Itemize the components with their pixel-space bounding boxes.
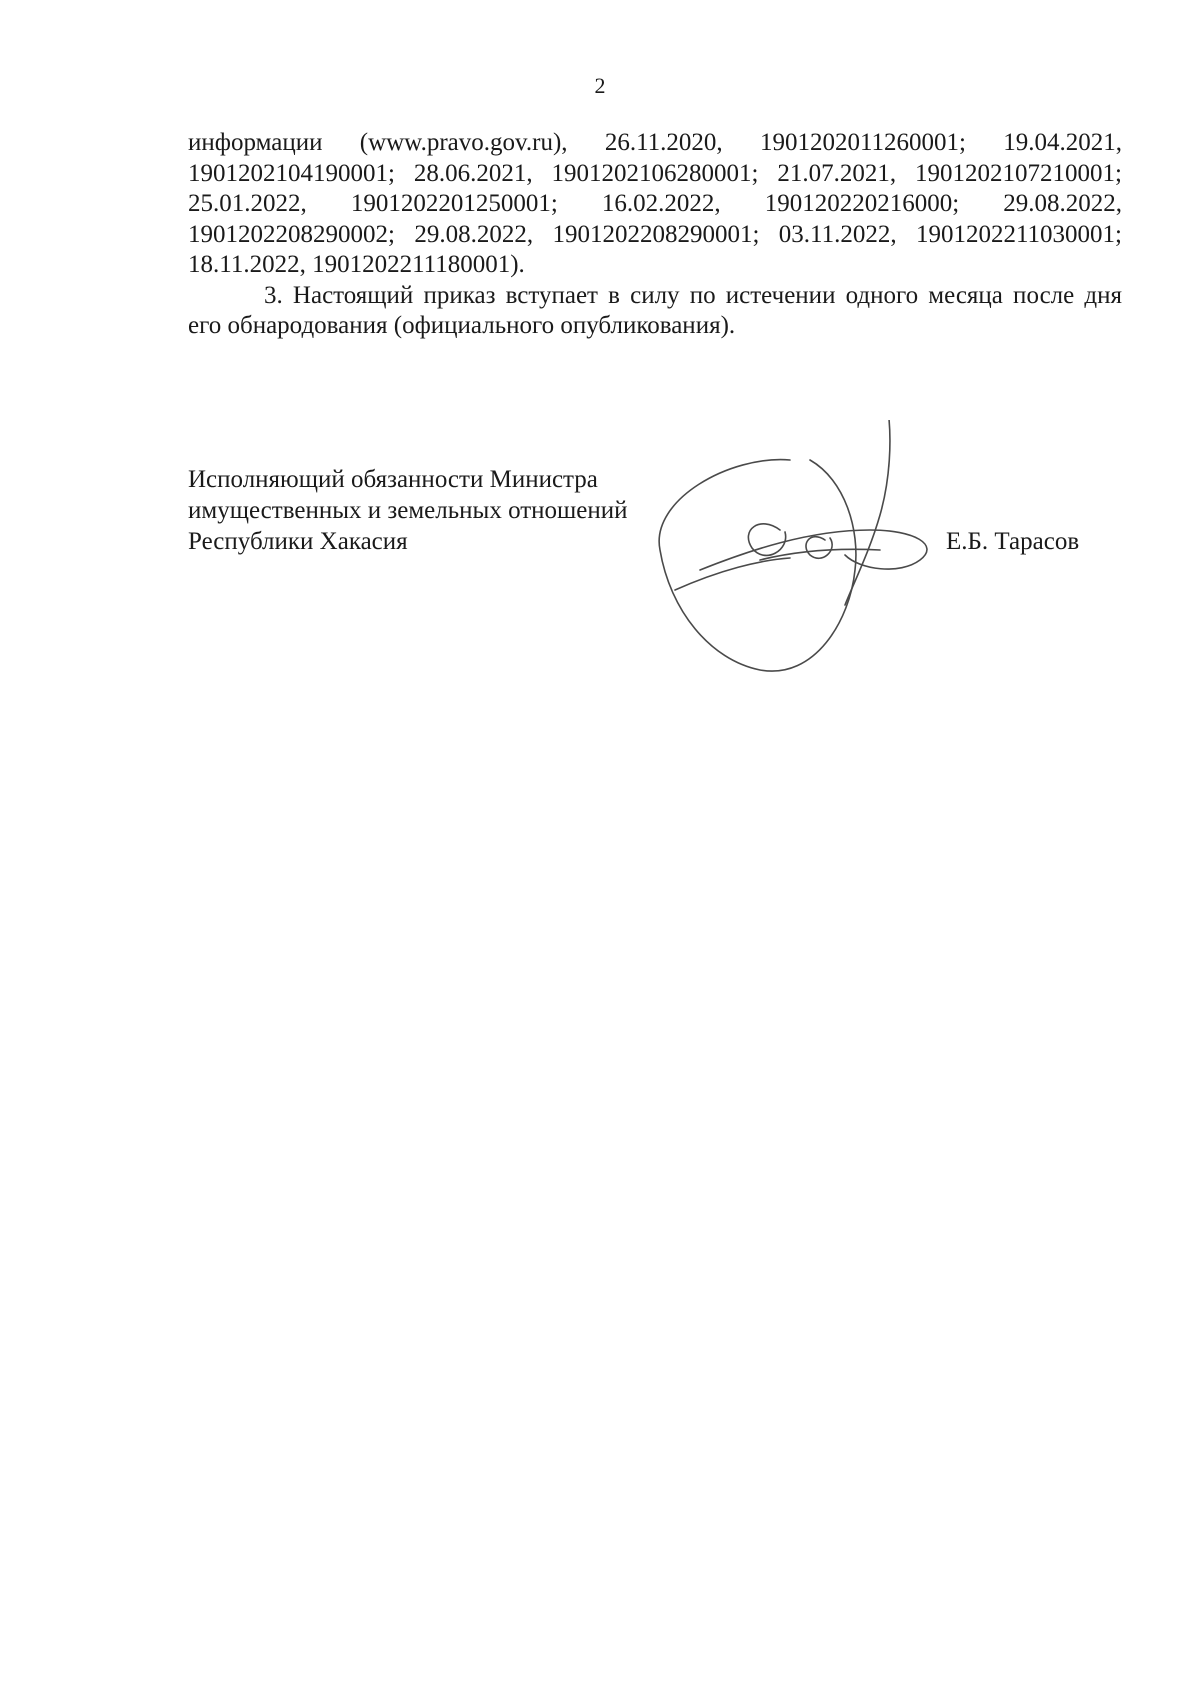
handwritten-signature-icon [640, 420, 980, 720]
document-body [188, 128, 1122, 342]
signer-position-line: Республики Хакасия [188, 528, 408, 555]
signer-position-line: Исполняющий обязанности Министра [188, 466, 598, 493]
paragraph-3-line: его обнародования (официального опубликования). [188, 312, 736, 339]
signer-name: Е.Б. Тарасов [946, 528, 1080, 555]
body-line: 25.01.2022, 1901202201250001; 16.02.2022, 190120220216000; 29.08.2022, [188, 190, 1122, 217]
page-number: 2 [594, 73, 606, 98]
body-line: 18.11.2022, 1901202211180001). [188, 251, 525, 278]
signer-position [188, 464, 668, 557]
paragraph-3-line: 3. Настоящий приказ вступает в силу по истечении одного месяца после дня [264, 281, 1122, 309]
body-line: 1901202104190001; 28.06.2021, 1901202106280001; 21.07.2021, 1901202107210001; [188, 159, 1122, 187]
signer-position-line: имущественных и земельных отношений [188, 497, 628, 524]
body-line: информации (www.pravo.gov.ru), 26.11.2020, 1901202011260001; 19.04.2021, [188, 129, 1122, 156]
body-line: 1901202208290002; 29.08.2022, 1901202208290001; 03.11.2022, 1901202211030001; [188, 220, 1122, 248]
